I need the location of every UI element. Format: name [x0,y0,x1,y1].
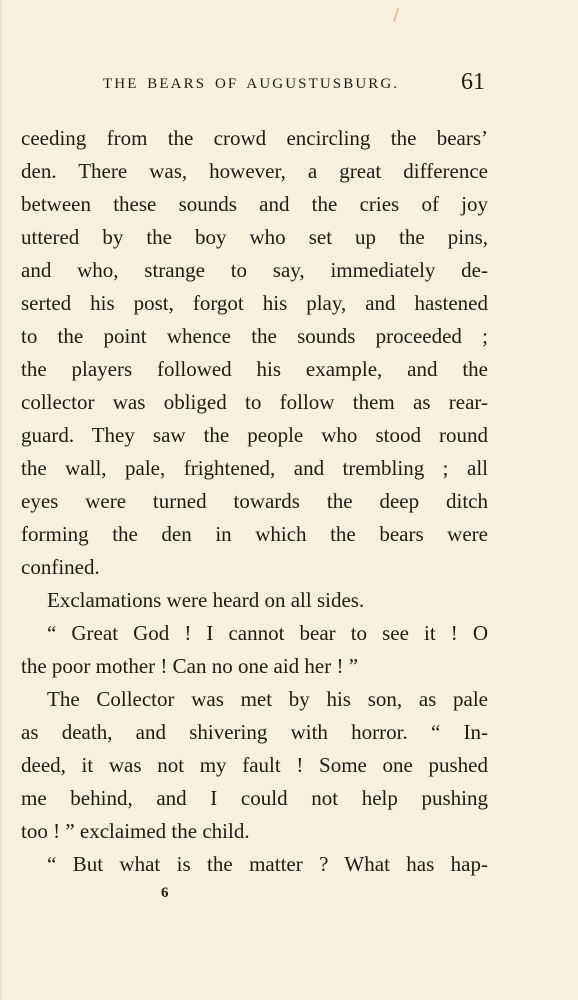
text-line: uttered by the boy who set up the pins, [21,225,488,249]
signature-mark: 6 [161,885,169,901]
ink-mark [393,8,399,22]
page-number: 61 [461,69,485,95]
text-line: confined. [21,555,100,579]
text-line: as death, and shivering with horror. “ In- [21,720,488,744]
text-line: guard. They saw the people who stood round [21,423,488,447]
text-line: “ Great God ! I cannot bear to see it ! O [47,621,488,645]
page-edge-shadow [0,0,3,1000]
text-line: forming the den in which the bears were [21,522,488,546]
running-head: THE BEARS OF AUGUSTUSBURG. [103,76,400,92]
text-line: eyes were turned towards the deep ditch [21,489,488,513]
text-line: and who, strange to say, immediately de- [21,258,488,282]
text-line: Exclamations were heard on all sides. [47,588,365,612]
text-line: “ But what is the matter ? What has hap- [47,852,488,876]
text-line: the players followed his example, and the [21,357,488,381]
text-line: The Collector was met by his son, as pale [47,687,488,711]
text-line: me behind, and I could not help pushing [21,786,488,810]
body-text [21,122,488,881]
text-line: serted his post, forgot his play, and hastened [21,291,488,315]
text-line: between these sounds and the cries of joy [21,192,488,216]
text-line: den. There was, however, a great difference [21,159,488,183]
text-line: ceeding from the crowd encircling the bears’ [21,126,488,150]
text-line: too ! ” exclaimed the child. [21,819,250,843]
text-line: the wall, pale, frightened, and trembling ; all [21,456,488,480]
page-header [0,70,578,100]
text-line: collector was obliged to follow them as rear- [21,390,488,414]
text-line: to the point whence the sounds proceeded ; [21,324,488,348]
text-line: the poor mother ! Can no one aid her ! ” [21,654,359,678]
text-line: deed, it was not my fault ! Some one pushed [21,753,488,777]
